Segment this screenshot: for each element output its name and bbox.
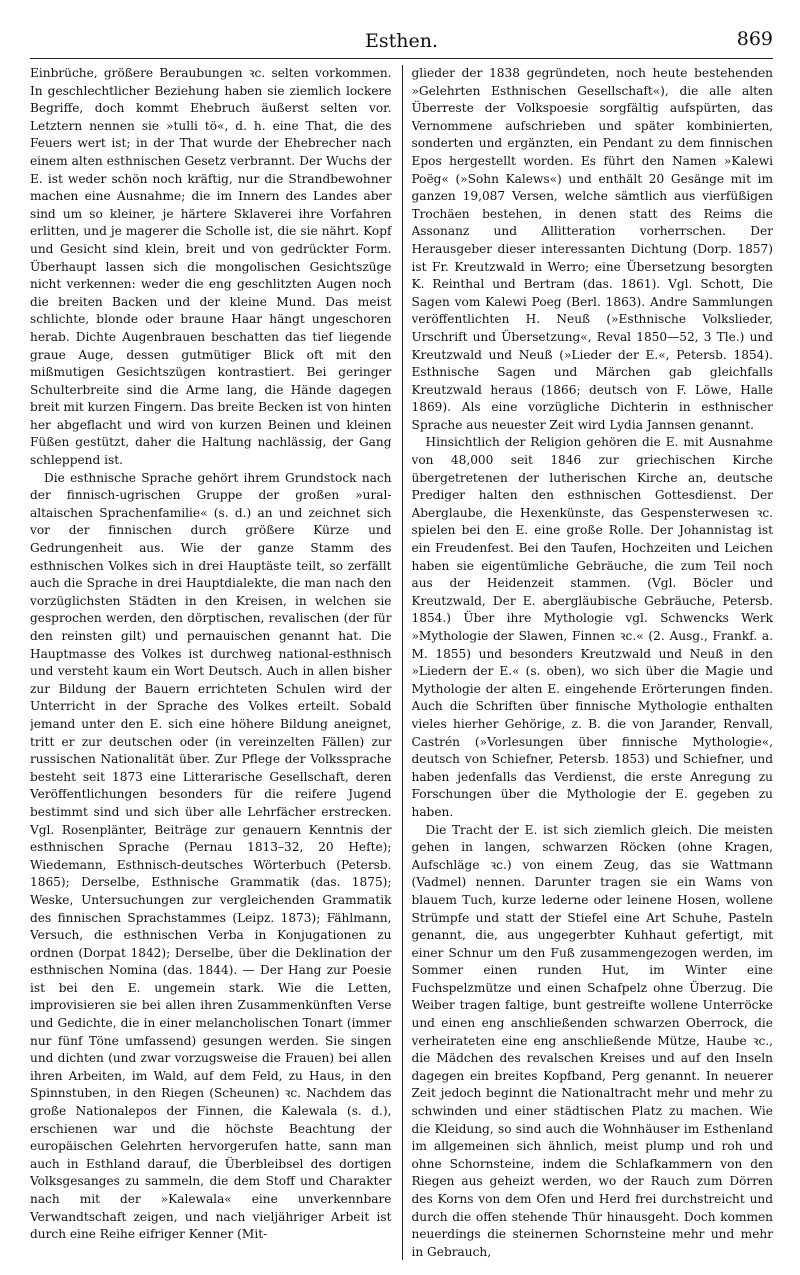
paragraph: Hinsichtlich der Religion gehören die E. mit Ausnahme von 48,000 seit 1846 zur griechischen Kirche übergetretenen der lutherischen Kirche an, deutsche Prediger halten den esthnischen Gottesdienst. Der Aberglaube, die Hexenkünste, das Gespensterwesen ꝛc. spielen bei den E. eine große Rolle. Der Johannistag ist ein Freudenfest. Bei den Taufen, Hochzeiten und Leichen haben sie eigentümliche Gebräuche, die zum Teil noch aus der Heidenzeit stammen. (Vgl. Böcler und Kreutzwald, Der E. abergläubische Gebräuche, Petersb. 1854.) Über ihre Mythologie vgl. Schwencks Werk »Mythologie der Slawen, Finnen ꝛc.« (2. Ausg., Frankf. a. M. 1855) und besonders Kreutzwald und Neuß in den »Liedern der E.« (s. oben), wo sich über die Magie und Mythologie der alten E. eingehende Erörterungen finden. Auch die Schriften über finnische Mythologie enthalten vieles hierher Gehörige, z. B. die von Jarander, Renvall, Castrén (»Vorlesungen über finnische Mythologie«, deutsch von Schiefner, Petersb. 1853) und Schiefner, und haben jedenfalls das Verdienst, die erste Anregung zu Forschungen über die Mythologie der E. gegeben zu haben.: [411, 435, 773, 819]
page-number: 869: [736, 28, 773, 50]
paragraph: glieder der 1838 gegründeten, noch heute bestehenden »Gelehrten Esthnischen Gesellschaft«), die alle alten Überreste der Volkspoesie sorgfältig aufspürten, das Vernommene aufschrieben und später kombinierten, sonderten und ergänzten, ein Pendant zu dem finnischen Epos hergestellt worden. Es führt den Namen »Kalewi Poëg« (»Sohn Kalews«) und enthält 20 Gesänge mit im ganzen 19,087 Versen, welche sämtlich aus vierfüßigen Trochäen bestehen, in denen statt des Reims die Assonanz und Allitteration vorherrschen. Der Herausgeber dieser interessanten Dichtung (Dorp. 1857) ist Fr. Kreutzwald in Werro; eine Übersetzung besorgten K. Reinthal und Bertram (das. 1861). Vgl. Schott, Die Sagen vom Kalewi Poeg (Berl. 1863). Andre Sammlungen veröffentlichten H. Neuß (»Esthnische Volkslieder, Urschrift und Übersetzung«, Reval 1850—52, 3 Tle.) und Kreutzwald und Neuß (»Lieder der E.«, Petersb. 1854). Esthnische Sagen und Märchen gab gleichfalls Kreutzwald heraus (1866; deutsch von F. Löwe, Halle 1869). Als eine vorzügliche Dichterin in esthnischer Sprache aus neuester Zeit wird Lydia Jannsen genannt.: [411, 66, 773, 432]
page-title: Esthen.: [364, 30, 438, 52]
paragraph: Die esthnische Sprache gehört ihrem Grundstock nach der finnisch-ugrischen Gruppe der großen »ural-altaischen Sprachenfamilie« (s. d.) an und zeichnet sich vor der finnischen durch größere Kürze und Gedrungenheit aus. Wie der ganze Stamm des esthnischen Volkes sich in drei Hauptäste teilt, so zerfällt auch die Sprache in drei Hauptdialekte, die man nach den vorzüglichsten Städten in den Kreisen, in welchen sie gesprochen werden, den dörptischen, revalischen (der für den reinsten gilt) und pernauischen genannt hat. Die Hauptmasse des Volkes ist durchweg national-esthnisch und versteht kaum ein Wort Deutsch. Auch in allen bisher zur Bildung der Bauern errichteten Schulen wird der Unterricht in der Sprache des Volkes erteilt. Sobald jemand unter den E. sich eine höhere Bildung aneignet, tritt er zur deutschen oder (in vereinzelten Fällen) zur russischen Nationalität über. Zur Pflege der Volkssprache besteht seit 1873 eine Litterarische Gesellschaft, deren Veröffentlichungen besonders für die reifere Jugend bestimmt sind und sich über alle Lehrfächer erstrecken. Vgl. Rosenplänter, Beiträge zur genauern Kenntnis der esthnischen Sprache (Pernau 1813–32, 20 Hefte); Wiedemann, Esthnisch-deutsches Wörterbuch (Petersb. 1865); Derselbe, Esthnische Grammatik (das. 1875); Weske, Untersuchungen zur vergleichenden Grammatik des finnischen Sprachstammes (Leipz. 1873); Fählmann, Versuch, die esthnischen Verba in Konjugationen zu ordnen (Dorpat 1842); Derselbe, über die Deklination der esthnischen Nomina (das. 1844). — Der Hang zur Poesie ist bei den E. ungemein stark. Wie die Letten, improvisieren sie bei allen ihren Zusammenkünften Verse und Gedichte, die in einer melancholischen Tonart (immer nur fünf Töne umfassend) gesungen werden. Sie singen und dichten (und zwar vorzugsweise die Frauen) bei allen ihren Arbeiten, im Wald, auf dem Feld, zu Haus, in den Spinnstuben, in den Riegen (Scheunen) ꝛc. Nachdem das große Nationalepos der Finnen, die Kalewala (s. d.), erschienen war und die höchste Beachtung der europäischen Gelehrten hervorgerufen hatte, sann man auch in Esthland darauf, die Überbleibsel des dortigen Volksgesanges zu sammeln, die dem Stoff und Charakter nach mit der »Kalewala« eine unverkennbare Verwandtschaft zeigen, und nach vieljähriger Arbeit ist durch eine Reihe eifriger Kenner (Mit-: [30, 470, 392, 1242]
running-header: [30, 24, 773, 59]
text-columns: [30, 65, 773, 1265]
column-divider: [402, 65, 403, 1260]
paragraph: Die Tracht der E. ist sich ziemlich gleich. Die meisten gehen in langen, schwarzen Röcken (ohne Kragen, Aufschläge ꝛc.) von einem Zeug, das sie Wattmann (Vadmel) nennen. Darunter tragen sie ein Wams von blauem Tuch, kurze lederne oder leinene Hosen, wollene Strümpfe und statt der Stiefel eine Art Schuhe, Pasteln genannt, die, aus ungegerbter Kuhhaut gefertigt, mit einer Schnur um den Fuß zusammengezogen werden, im Sommer einen runden Hut, im Winter eine Fuchspelzmütze und einen Schafpelz ohne Überzug. Die Weiber tragen faltige, bunt gestreifte wollene Unterröcke und einen eng anschließenden schwarzen Oberrock, die verheirateten eine eng anschließende Mütze, Haube ꝛc., die Mädchen des revalschen Kreises und auf den Inseln dagegen ein breites Kopfband, Perg genannt. In neuerer Zeit jedoch beginnt die Nationaltracht mehr und mehr zu schwinden und einer städtischen Platz zu machen. Wie die Kleidung, so sind auch die Wohnhäuser im Esthenland im allgemeinen sich ähnlich, meist plump und roh und ohne Schornsteine, indem die Schlafkammern von den Riegen aus geheizt werden, wo der Rauch zum Dörren des Korns von dem Ofen und Herd frei durchstreicht und durch die offen stehende Thür hinausgeht. Doch kommen neuerdings die steinernen Schornsteine mehr und mehr in Gebrauch,: [411, 822, 773, 1259]
right-column: [412, 65, 774, 1265]
left-column: [30, 65, 392, 1265]
paragraph: Einbrüche, größere Beraubungen ꝛc. selten vorkommen. In geschlechtlicher Beziehung haben sie ziemlich lockere Begriffe, doch kommt Ehebruch äußerst selten vor. Letztern nennen sie »tulli tö«, d. h. eine That, die des Feuers wert ist; in der That wurde der Ehebrecher nach einem alten esthnischen Gesetz verbrannt. Der Wuchs der E. ist weder schön noch kräftig, nur die Strandbewohner machen eine Ausnahme; die im Innern des Landes aber sind um so kleiner, je härtere Sklaverei ihre Vorfahren erlitten, und je magerer die Scholle ist, die sie nährt. Kopf und Gesicht sind klein, breit und von gedrückter Form. Überhaupt lassen sich die mongolischen Gesichtszüge nicht verkennen: weder die eng geschlitzten Augen noch die breiten Backen und der kleine Mund. Das meist schlichte, blonde oder braune Haar hängt ungeschoren herab. Dichte Augenbrauen beschatten das tief liegende graue Auge, dessen gutmütiger Blick oft mit den mißmutigen Gesichtszügen kontrastiert. Bei geringer Schulterbreite sind die Arme lang, die Hände dagegen breit mit kurzen Fingern. Das breite Becken ist von hinten her abgeflacht und wird von kurzen Beinen und kleinen Füßen gestützt, daher die Haltung nachlässig, der Gang schleppend ist.: [30, 66, 392, 468]
